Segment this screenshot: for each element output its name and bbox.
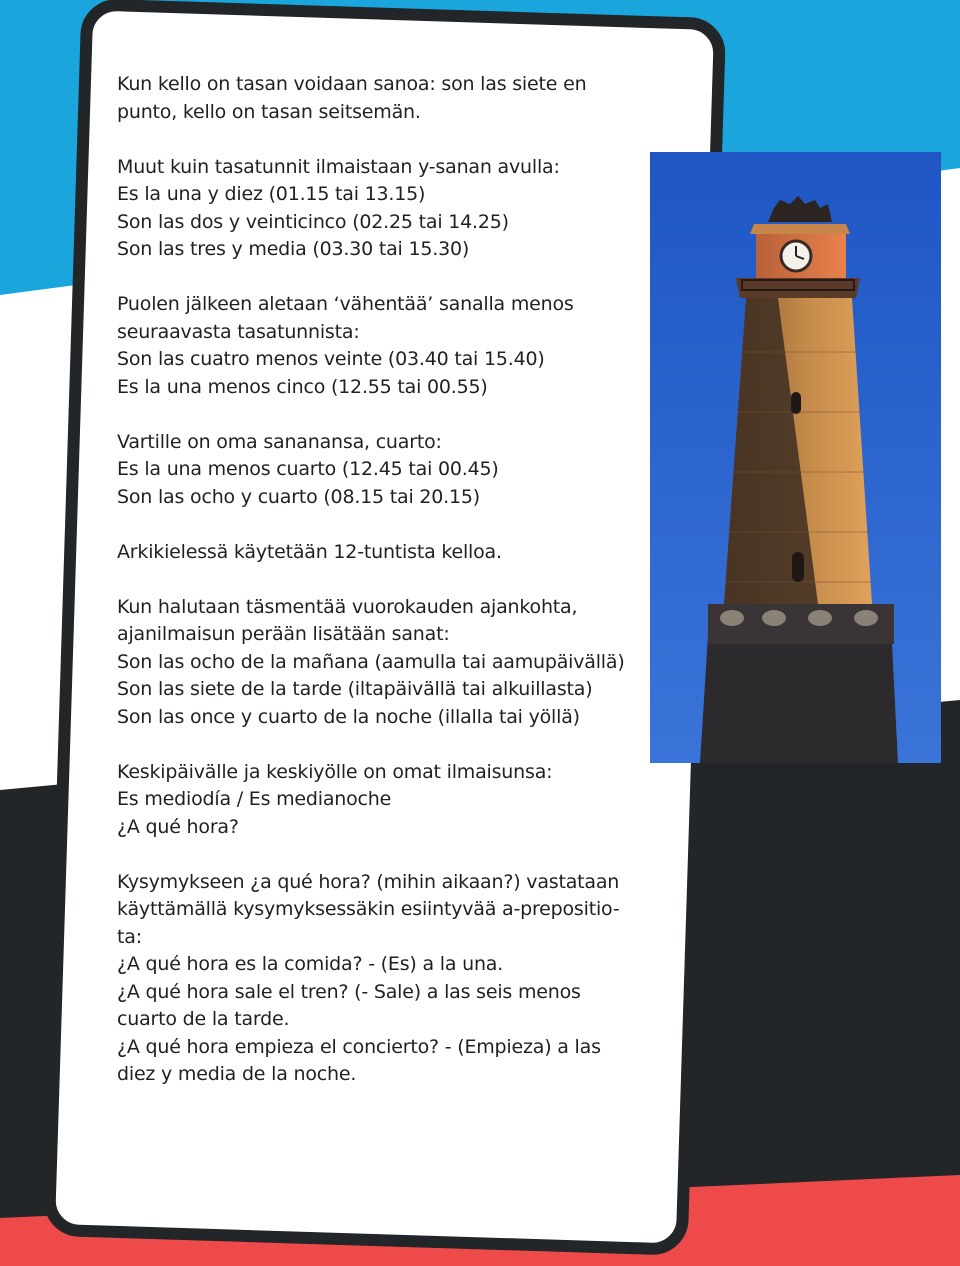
text-line: Puolen jälkeen aletaan ‘vähentää’ sanalla menos [117,293,574,315]
text-line: Son las dos y veinticinco (02.25 tai 14.25) [117,210,509,233]
text-line: diez y media de la noche. [117,1063,357,1085]
text-line: cuarto de la tarde. [117,1008,290,1030]
paragraph [117,594,647,732]
text-line: seuraavasta tasatunnista: [117,320,360,343]
text-line: Kun halutaan täsmentää vuorokauden ajankohta, [117,595,578,618]
text-line: ¿A qué hora empieza el concierto? - (Empieza) a las [117,1035,601,1058]
text-line: Es mediodía / Es medianoche [117,788,392,810]
clock-tower-photo [650,152,941,763]
text-line: Keskipäivälle ja keskiyölle on omat ilmaisunsa: [117,760,553,783]
paragraph [117,869,647,1089]
paragraph [117,539,647,567]
text-line: Son las once y cuarto de la noche (illalla tai yöllä) [117,705,580,728]
tower-window [791,392,801,414]
text-line: Vartille on oma sananansa, cuarto: [117,430,442,453]
paragraph [117,429,647,512]
text-line: Son las cuatro menos veinte (03.40 tai 15.40) [117,348,545,370]
text-line: ¿A qué hora es la comida? - (Es) a la una. [117,953,504,975]
text-line: Son las ocho de la mañana (aamulla tai aamupäivällä) [117,650,625,673]
text-line: Es la una menos cuarto (12.45 tai 00.45) [117,458,499,480]
text-line: Son las tres y media (03.30 tai 15.30) [117,238,470,260]
text-line: Es la una menos cinco (12.55 tai 00.55) [117,375,488,398]
text-line: Es la una y diez (01.15 tai 13.15) [117,183,426,205]
text-line: Kysymykseen ¿a qué hora? (mihin aikaan?) vastataan [117,870,620,893]
text-line: ajanilmaisun perään lisätään sanat: [117,623,450,645]
text-line: Son las ocho y cuarto (08.15 tai 20.15) [117,485,481,508]
paragraph [117,154,647,264]
text-line: punto, kello on tasan seitsemän. [117,100,421,123]
text-line: Kun kello on tasan voidaan sanoa: son las siete en [117,73,587,95]
paragraph [117,71,647,126]
text-line: käyttämällä kysymyksessäkin esiintyvää a-prepositio- [117,898,620,920]
body-text [117,71,647,1116]
text-line: Muut kuin tasatunnit ilmaistaan y-sanan avulla: [117,155,560,178]
text-line: ta: [117,925,142,948]
text-line: ¿A qué hora? [117,815,239,838]
text-line: ¿A qué hora sale el tren? (- Sale) a las seis menos [117,980,581,1003]
paragraph [117,759,647,842]
text-line: Son las siete de la tarde (iltapäivällä tai alkuillasta) [117,678,593,700]
paragraph [117,291,647,401]
text-line: Arkikielessä käytetään 12-tuntista kelloa. [117,540,502,563]
